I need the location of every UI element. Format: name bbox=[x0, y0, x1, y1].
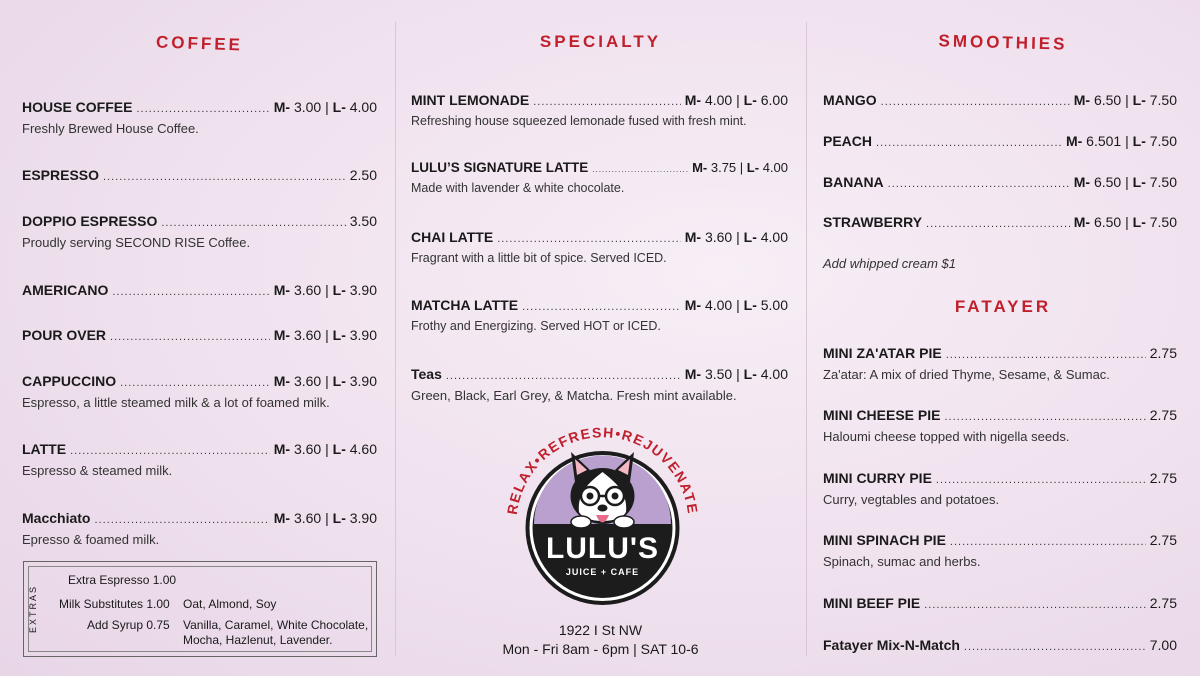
item-name: MANGO bbox=[823, 92, 877, 108]
leader-dots bbox=[70, 445, 270, 457]
logo-name: LULU'S bbox=[545, 532, 660, 565]
leader-dots bbox=[136, 103, 269, 115]
item-name: BANANA bbox=[823, 174, 884, 190]
menu-item-zaatar-pie bbox=[823, 345, 1177, 382]
logo-arc-text: RELAX•REFRESH•REJUVENATE bbox=[503, 424, 702, 516]
item-name: ESPRESSO bbox=[22, 167, 100, 183]
leader-dots bbox=[950, 536, 1146, 548]
leader-dots bbox=[522, 301, 681, 313]
item-price: M- 3.50 | L- 4.00 bbox=[684, 366, 788, 382]
leader-dots bbox=[946, 349, 1146, 361]
item-price: M- 3.60 | L- 3.90 bbox=[273, 282, 377, 298]
menu-item-mango bbox=[823, 92, 1177, 108]
item-price: M- 3.00 | L- 4.00 bbox=[273, 99, 377, 115]
menu-item-signature-latte bbox=[411, 160, 788, 195]
menu-item-cheese-pie bbox=[823, 407, 1177, 444]
item-price: M- 6.50 | L- 7.50 bbox=[1073, 92, 1177, 108]
extra-syrup-options: Vanilla, Caramel, White Chocolate, bbox=[183, 618, 369, 632]
leader-dots bbox=[876, 137, 1062, 149]
item-price: 2.50 bbox=[349, 167, 377, 183]
item-name: AMERICANO bbox=[22, 282, 109, 298]
item-name: Teas bbox=[411, 366, 442, 382]
menu-item-banana bbox=[823, 174, 1177, 190]
coffee-column bbox=[0, 0, 395, 676]
whipped-cream-note: Add whipped cream $1 bbox=[823, 256, 956, 271]
leader-dots bbox=[112, 286, 269, 298]
specialty-heading: SPECIALTY bbox=[539, 32, 662, 51]
menu-item-beef-pie bbox=[823, 595, 1177, 611]
item-description: Refreshing house squeezed lemonade fused with fresh mint. bbox=[411, 114, 747, 128]
menu-item-chai-latte bbox=[411, 229, 788, 265]
logo-tagline: JUICE + CAFE bbox=[565, 567, 640, 577]
extras-label: EXTRAS bbox=[28, 585, 38, 634]
specialty-column bbox=[395, 0, 806, 676]
lulus-logo bbox=[495, 412, 710, 617]
item-name: CHAI LATTE bbox=[411, 229, 494, 245]
item-price: 2.75 bbox=[1149, 595, 1177, 611]
leader-dots bbox=[881, 96, 1070, 108]
menu-item-spinach-pie bbox=[823, 532, 1177, 569]
item-name: MINI BEEF PIE bbox=[823, 595, 921, 611]
item-description: Curry, vegtables and potatoes. bbox=[823, 492, 1000, 507]
item-price: M- 6.50 | L- 7.50 bbox=[1073, 174, 1177, 190]
leader-dots bbox=[446, 370, 681, 382]
item-description: Proudly serving SECOND RISE Coffee. bbox=[22, 235, 251, 250]
extra-espresso: Extra Espresso 1.00 bbox=[68, 573, 177, 587]
fatayer-heading: FATAYER bbox=[954, 297, 1052, 316]
item-price: M- 4.00 | L- 5.00 bbox=[684, 297, 788, 313]
coffee-heading: COFFEE bbox=[155, 32, 244, 55]
item-price: M- 3.60 | L- 3.90 bbox=[273, 510, 377, 526]
item-price: 7.00 bbox=[1149, 637, 1177, 653]
leader-dots bbox=[110, 331, 270, 343]
item-name: CAPPUCCINO bbox=[22, 373, 117, 389]
logo-graphic bbox=[495, 412, 710, 617]
item-name: LATTE bbox=[22, 441, 67, 457]
item-description: Za'atar: A mix of dried Thyme, Sesame, & Sumac. bbox=[823, 367, 1110, 382]
item-description: Haloumi cheese topped with nigella seeds. bbox=[823, 429, 1070, 444]
item-price: M- 3.60 | L- 3.90 bbox=[273, 327, 377, 343]
item-description: Made with lavender & white chocolate. bbox=[411, 181, 625, 195]
item-name: Fatayer Mix-N-Match bbox=[823, 637, 960, 653]
extra-milk: Milk Substitutes 1.00 bbox=[59, 597, 170, 611]
item-description: Frothy and Energizing. Served HOT or ICED. bbox=[411, 319, 661, 333]
item-name: MINT LEMONADE bbox=[411, 92, 530, 108]
menu-item-americano bbox=[22, 282, 377, 298]
item-name: MINI SPINACH PIE bbox=[823, 532, 946, 548]
item-name: DOPPIO ESPRESSO bbox=[22, 213, 158, 229]
menu-item-teas bbox=[411, 366, 788, 403]
item-price: M- 3.60 | L- 4.60 bbox=[273, 441, 377, 457]
menu-item-doppio-espresso bbox=[22, 213, 377, 250]
leader-dots bbox=[926, 218, 1070, 230]
item-name: LULU’S SIGNATURE LATTE bbox=[411, 160, 589, 175]
extra-syrup: Add Syrup 0.75 bbox=[87, 618, 170, 632]
item-price: 3.50 bbox=[349, 213, 377, 229]
extras-box bbox=[23, 561, 377, 657]
menu-item-house-coffee bbox=[22, 99, 377, 136]
item-price: 2.75 bbox=[1149, 345, 1177, 361]
item-description: Espresso & steamed milk. bbox=[22, 463, 173, 478]
item-description: Fragrant with a little bit of spice. Served ICED. bbox=[411, 251, 667, 265]
leader-dots bbox=[964, 641, 1146, 653]
extra-milk-options: Oat, Almond, Soy bbox=[183, 597, 277, 611]
menu-item-mint-lemonade bbox=[411, 92, 788, 128]
menu-item-matcha-latte bbox=[411, 297, 788, 333]
item-price: M- 6.50 | L- 7.50 bbox=[1073, 214, 1177, 230]
smoothies-fatayer-column bbox=[806, 0, 1200, 676]
address-hours: Mon - Fri 8am - 6pm | SAT 10-6 bbox=[502, 641, 699, 657]
smoothies-heading: SMOOTHIES bbox=[938, 31, 1068, 54]
menu-item-espresso bbox=[22, 167, 377, 183]
item-description: Epresso & foamed milk. bbox=[22, 532, 160, 547]
leader-dots bbox=[103, 171, 346, 183]
menu-item-peach bbox=[823, 133, 1177, 149]
item-price: 2.75 bbox=[1149, 470, 1177, 486]
item-description: Green, Black, Earl Grey, & Matcha. Fresh mint available. bbox=[411, 388, 737, 403]
item-price: 2.75 bbox=[1149, 407, 1177, 423]
leader-dots bbox=[888, 178, 1070, 190]
item-name: HOUSE COFFEE bbox=[22, 99, 133, 115]
item-name: MINI CHEESE PIE bbox=[823, 407, 941, 423]
item-description: Spinach, sumac and herbs. bbox=[823, 554, 981, 569]
leader-dots bbox=[924, 599, 1146, 611]
menu-item-cappuccino bbox=[22, 373, 377, 410]
leader-dots bbox=[533, 96, 681, 108]
item-name: MINI CURRY PIE bbox=[823, 470, 932, 486]
item-price: M- 6.501 | L- 7.50 bbox=[1065, 133, 1177, 149]
menu-item-mix-n-match bbox=[823, 637, 1177, 653]
leader-dots bbox=[161, 217, 345, 229]
menu-item-pour-over bbox=[22, 327, 377, 343]
item-description: Freshly Brewed House Coffee. bbox=[22, 121, 199, 136]
item-name: PEACH bbox=[823, 133, 873, 149]
menu-item-latte bbox=[22, 441, 377, 478]
leader-dots bbox=[497, 233, 681, 245]
item-price: 2.75 bbox=[1149, 532, 1177, 548]
menu-item-macchiato bbox=[22, 510, 377, 547]
leader-dots bbox=[936, 474, 1146, 486]
address-street: 1922 I St NW bbox=[558, 622, 643, 638]
item-price: M- 3.60 | L- 4.00 bbox=[684, 229, 788, 245]
leader-dots bbox=[592, 165, 688, 174]
item-price: M- 3.60 | L- 3.90 bbox=[273, 373, 377, 389]
item-name: MATCHA LATTE bbox=[411, 297, 519, 313]
menu-item-strawberry bbox=[823, 214, 1177, 230]
leader-dots bbox=[120, 377, 270, 389]
leader-dots bbox=[944, 411, 1145, 423]
item-price: M- 4.00 | L- 6.00 bbox=[684, 92, 788, 108]
item-name: POUR OVER bbox=[22, 327, 107, 343]
leader-dots bbox=[94, 514, 269, 526]
item-name: MINI ZA'ATAR PIE bbox=[823, 345, 942, 361]
item-price: M- 3.75 | L- 4.00 bbox=[692, 160, 788, 175]
item-name: Macchiato bbox=[22, 510, 91, 526]
extra-syrup-options: Mocha, Hazlenut, Lavender. bbox=[183, 633, 333, 647]
item-description: Espresso, a little steamed milk & a lot of foamed milk. bbox=[22, 395, 330, 410]
item-name: STRAWBERRY bbox=[823, 214, 923, 230]
menu-item-curry-pie bbox=[823, 470, 1177, 507]
